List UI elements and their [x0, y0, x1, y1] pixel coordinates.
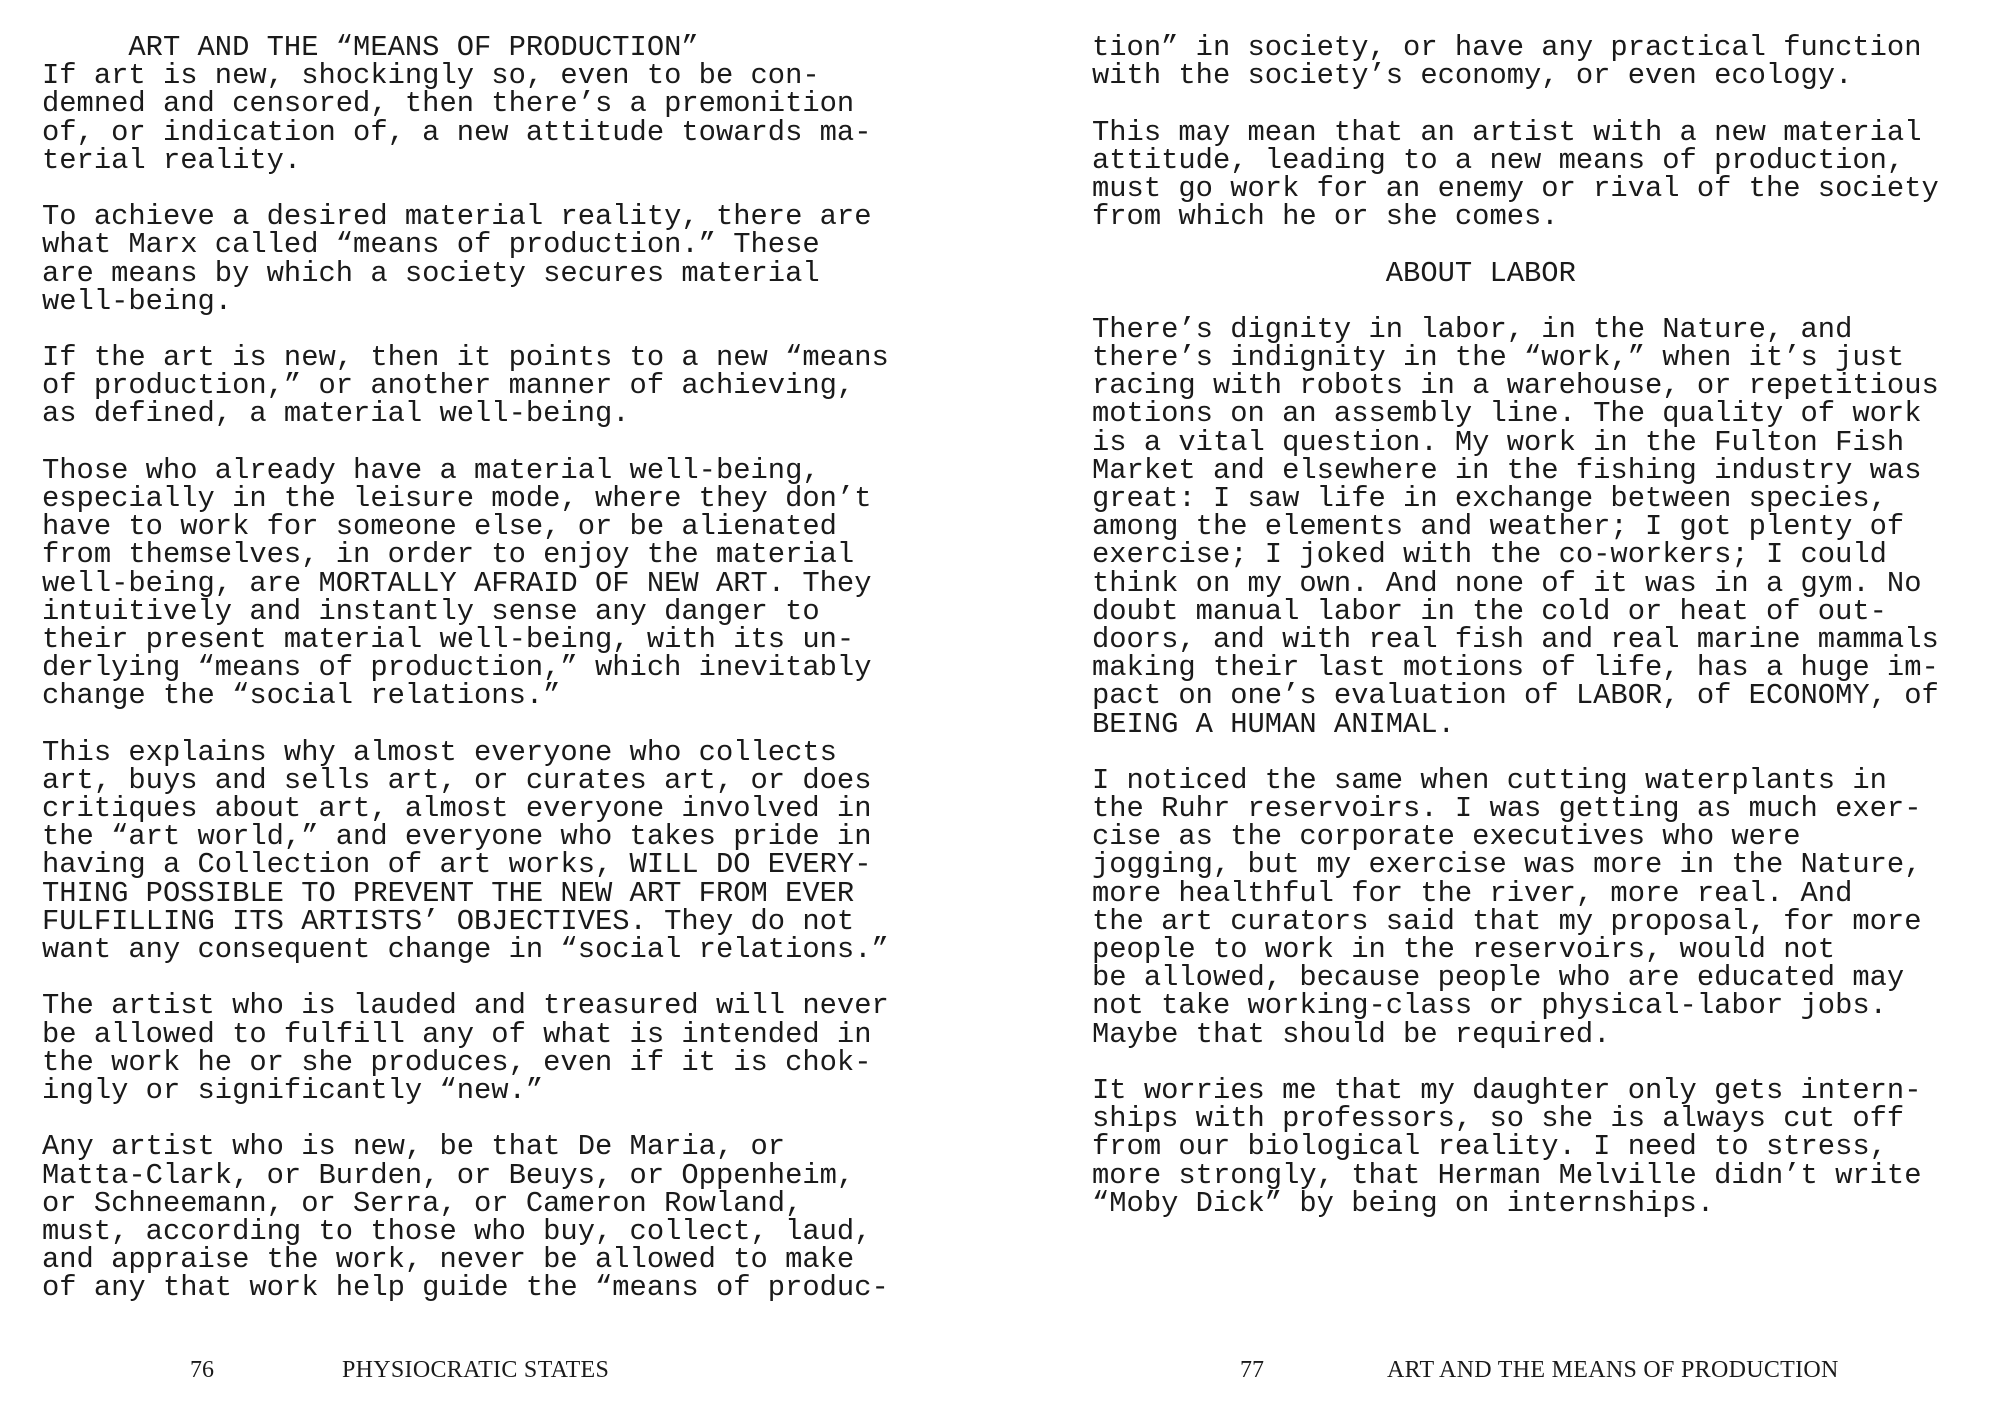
text-line: Matta-Clark, or Burden, or Beuys, or Oppenheim, [42, 1158, 855, 1192]
text-line: Maybe that should be required. [1092, 1017, 1611, 1051]
text-line: ships with professors, so she is always cut off [1092, 1102, 1905, 1136]
text-line: not take working-class or physical-labor jobs. [1092, 989, 1887, 1023]
text-line: great: I saw life in exchange between species, [1092, 482, 1887, 515]
paragraph-break [42, 964, 889, 992]
text-line: jogging, but my exercise was more in the Nature, [1092, 848, 1922, 882]
text-line: I noticed the same when cutting waterplants in [1092, 763, 1887, 797]
text-line: pact on one’s evaluation of LABOR, of ECONOMY, of [1092, 679, 1939, 713]
text-line: change the “social relations.” [42, 679, 561, 713]
text-line: be allowed to fulfill any of what is intended in [42, 1017, 872, 1051]
text-line: is a vital question. My work in the Fulton Fish [1092, 425, 1905, 459]
text-line: from which he or she comes. [1092, 200, 1559, 234]
right-page [1000, 0, 2000, 1412]
text-line: tion” in society, or have any practical function [1092, 31, 1922, 64]
text-line: people to work in the reservoirs, would not [1092, 933, 1836, 966]
text-line: Any artist who is new, be that De Maria, or [42, 1130, 786, 1164]
page-number-right: 77 [1240, 1357, 1264, 1383]
text-line: the “art world,” and everyone who takes pride in [42, 820, 872, 854]
text-line: Market and elsewhere in the fishing industry was [1092, 453, 1922, 487]
text-line: ingly or significantly “new.” [42, 1073, 544, 1107]
text-line: ART AND THE “MEANS OF PRODUCTION” [42, 31, 699, 64]
text-line: or Schneemann, or Serra, or Cameron Rowland, [42, 1186, 803, 1220]
paragraph-break [1092, 739, 1939, 767]
text-line: want any consequent change in “social relations.” [42, 933, 889, 966]
paragraph-break [1092, 1049, 1939, 1077]
paragraph-break [1092, 231, 1939, 259]
text-line: must go work for an enemy or rival of the society [1092, 171, 1939, 205]
paragraph-break [42, 175, 889, 203]
text-line: be allowed, because people who are educated may [1092, 961, 1905, 995]
text-line: ABOUT LABOR [1092, 256, 1576, 290]
text-line: This may mean that an artist with a new material [1092, 115, 1922, 149]
text-line: of, or indication of, a new attitude towards ma- [42, 115, 872, 149]
text-line: making their last motions of life, has a huge im- [1092, 651, 1939, 685]
text-line: BEING A HUMAN ANIMAL. [1092, 707, 1455, 741]
text-line: exercise; I joked with the co-workers; I could [1092, 538, 1887, 572]
text-line: with the society’s economy, or even ecology. [1092, 59, 1853, 93]
text-line: There’s dignity in labor, in the Nature, and [1092, 312, 1853, 346]
text-line: more healthful for the river, more real. And [1092, 876, 1853, 910]
text-line: of production,” or another manner of achieving, [42, 369, 855, 403]
text-line: are means by which a society secures material [42, 256, 820, 290]
left-page-text [42, 31, 889, 1305]
text-line: must, according to those who buy, collect, laud, [42, 1214, 872, 1248]
text-line: racing with robots in a warehouse, or repetitious [1092, 369, 1939, 403]
text-line: among the elements and weather; I got plenty of [1092, 510, 1905, 544]
text-line: and appraise the work, never be allowed to make [42, 1243, 855, 1277]
paragraph-break [1092, 288, 1939, 316]
text-line: their present material well-being, with its un- [42, 622, 855, 656]
text-line: terial reality. [42, 143, 302, 177]
text-line: cise as the corporate executives who were [1092, 820, 1801, 854]
text-line: the Ruhr reservoirs. I was getting as much exer- [1092, 792, 1922, 826]
text-line: well-being, are MORTALLY AFRAID OF NEW ART. They [42, 566, 872, 600]
text-line: doors, and with real fish and real marine mammals [1092, 622, 1939, 656]
text-line: attitude, leading to a new means of production, [1092, 143, 1905, 177]
text-line: It worries me that my daughter only gets intern- [1092, 1073, 1922, 1107]
paragraph-break [1092, 90, 1939, 118]
right-page-text [1092, 31, 1939, 1220]
text-line: This explains why almost everyone who collects [42, 735, 837, 769]
text-line: Those who already have a material well-being, [42, 453, 820, 487]
text-line: critiques about art, almost everyone involved in [42, 792, 872, 826]
paragraph-break [42, 429, 889, 457]
text-line: intuitively and instantly sense any danger to [42, 594, 820, 628]
paragraph-break [42, 1105, 889, 1133]
text-line: To achieve a desired material reality, there are [42, 200, 872, 234]
text-line: well-being. [42, 284, 233, 318]
text-line: motions on an assembly line. The quality of work [1092, 397, 1922, 431]
text-line: think on my own. And none of it was in a gym. No [1092, 566, 1922, 600]
text-line: more strongly, that Herman Melville didn’t write [1092, 1158, 1922, 1192]
text-line: the work he or she produces, even if it is chok- [42, 1045, 872, 1079]
text-line: what Marx called “means of production.” These [42, 228, 820, 262]
text-line: from our biological reality. I need to stress, [1092, 1130, 1887, 1164]
paragraph-break [42, 316, 889, 344]
text-line: If the art is new, then it points to a new “means [42, 341, 889, 375]
text-line: from themselves, in order to enjoy the material [42, 538, 855, 572]
text-line: If art is new, shockingly so, even to be con- [42, 59, 820, 93]
text-line: doubt manual labor in the cold or heat of out- [1092, 594, 1887, 628]
text-line: art, buys and sells art, or curates art, or does [42, 763, 872, 797]
text-line: the art curators said that my proposal, for more [1092, 904, 1922, 938]
text-line: THING POSSIBLE TO PREVENT THE NEW ART FROM EVER [42, 876, 855, 910]
text-line: of any that work help guide the “means of produc- [42, 1271, 889, 1305]
text-line: there’s indignity in the “work,” when it’s just [1092, 341, 1905, 375]
paragraph-break [42, 711, 889, 739]
page-number-left: 76 [190, 1357, 214, 1383]
text-line: FULFILLING ITS ARTISTS’ OBJECTIVES. They do not [42, 904, 855, 938]
running-footer-right: ART AND THE MEANS OF PRODUCTION [1387, 1357, 1839, 1383]
text-line: The artist who is lauded and treasured will never [42, 989, 889, 1023]
text-line: demned and censored, then there’s a premonition [42, 87, 855, 121]
text-line: have to work for someone else, or be alienated [42, 510, 837, 544]
text-line: especially in the leisure mode, where they don’t [42, 482, 872, 515]
text-line: derlying “means of production,” which inevitably [42, 651, 872, 685]
text-line: “Moby Dick” by being on internships. [1092, 1186, 1715, 1220]
text-line: having a Collection of art works, WILL DO EVERY- [42, 848, 872, 882]
text-line: as defined, a material well-being. [42, 397, 630, 431]
running-footer-left: PHYSIOCRATIC STATES [342, 1357, 610, 1383]
